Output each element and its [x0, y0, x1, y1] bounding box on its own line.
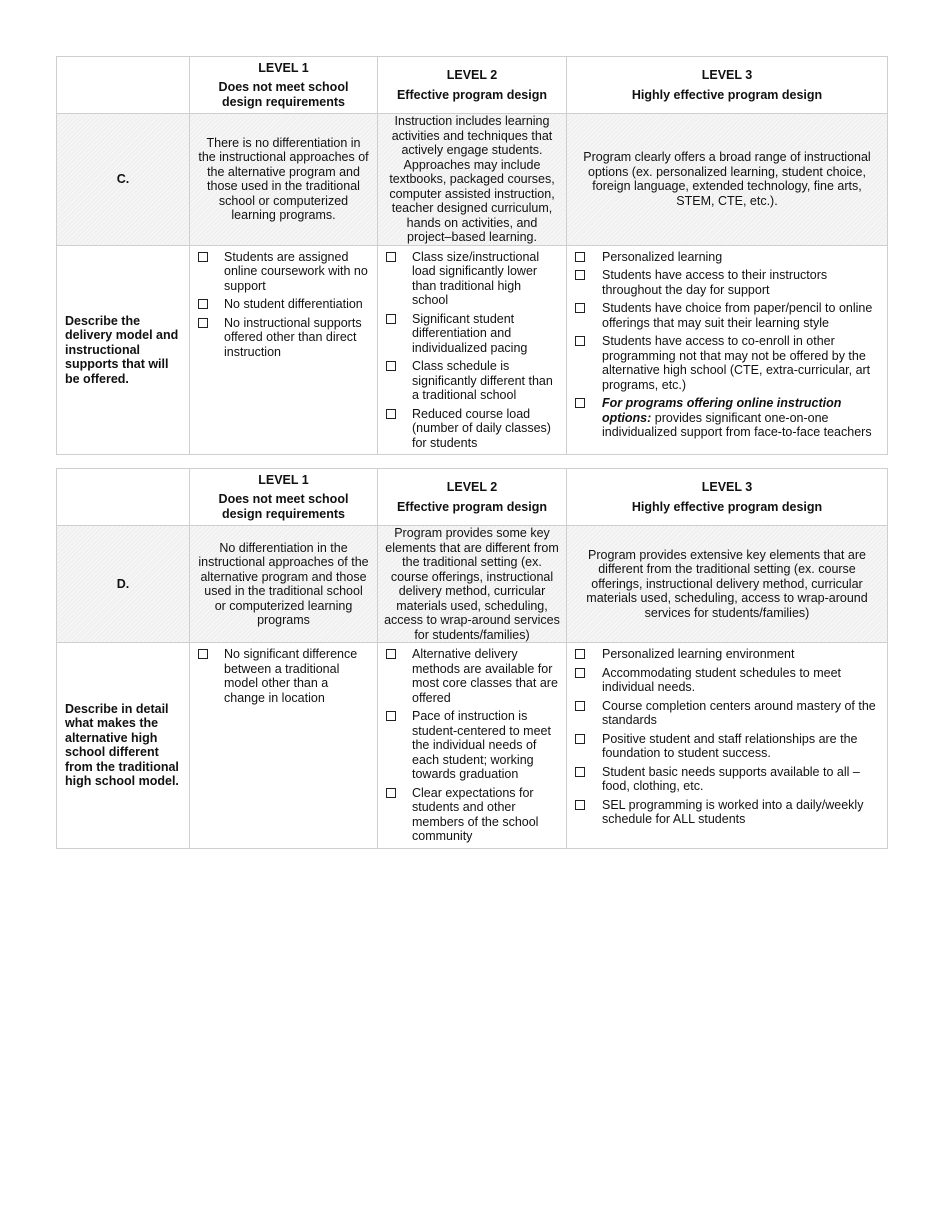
checklist-item-text: Class size/instructional load significantly lower than traditional high school	[412, 249, 540, 307]
checkbox-icon[interactable]	[198, 649, 208, 659]
checkbox-icon[interactable]	[198, 299, 208, 309]
level1-description	[190, 114, 378, 246]
checklist-item[interactable]	[386, 786, 560, 844]
level3-description	[567, 526, 888, 643]
online-options-text: provides significant one-on-one individualized support from face-to-face teachers	[602, 410, 872, 439]
checklist-item[interactable]	[575, 250, 881, 265]
rubric-table-d	[56, 468, 888, 849]
header-level2	[378, 469, 567, 526]
checkbox-icon[interactable]	[575, 252, 585, 262]
level-number: LEVEL 3	[701, 480, 753, 494]
criteria-label: Describe the delivery model and instructional supports that will be offered.	[57, 245, 190, 455]
checkbox-icon[interactable]	[575, 649, 585, 659]
level-number: LEVEL 1	[258, 472, 309, 487]
level-label: Does not meet school design requirements	[218, 80, 349, 109]
section-letter: D.	[57, 526, 190, 643]
checkbox-icon[interactable]	[386, 788, 396, 798]
checklist-item[interactable]	[386, 312, 560, 356]
checklist-item[interactable]	[575, 732, 881, 761]
header-level1	[190, 57, 378, 114]
checklist-item[interactable]	[575, 666, 881, 695]
level-label: Effective program design	[396, 499, 548, 514]
level-label: Effective program design	[396, 87, 548, 102]
checklist-item-text: Reduced course load (number of daily classes) for students	[412, 406, 551, 450]
level2-checklist	[378, 643, 567, 849]
checklist-item-text: Clear expectations for students and other members of the school community	[412, 785, 539, 843]
level2-description	[378, 526, 567, 643]
header-empty-cell	[57, 57, 190, 114]
level1-description-text: There is no differentiation in the instructional approaches of the alternative program and those used in the traditional school or computerized learning programs.	[198, 135, 369, 223]
checkbox-icon[interactable]	[575, 270, 585, 280]
header-level2	[378, 57, 567, 114]
checkbox-icon[interactable]	[575, 767, 585, 777]
checklist-item[interactable]	[386, 709, 560, 782]
checkbox-icon[interactable]	[198, 252, 208, 262]
level3-checklist	[567, 643, 888, 849]
checklist-item[interactable]	[575, 301, 881, 330]
level3-description-text: Program clearly offers a broad range of instructional options (ex. personalized learning, student choice, foreign language, extended technology, fine arts, STEM, CTE, etc.).	[583, 150, 871, 208]
level2-description	[378, 114, 567, 246]
checkbox-icon[interactable]	[575, 800, 585, 810]
rubric-table-c	[56, 56, 888, 455]
level3-description-text: Program provides extensive key elements that are different from the traditional setting (ex. course offerings, instructional delivery method, curricular materials used, scheduling, access to wrap-around services for students/families)	[586, 547, 868, 620]
online-options-emphasis: For programs offering online instruction options:	[602, 396, 842, 425]
header-row	[57, 469, 888, 526]
level-number: LEVEL 3	[701, 68, 753, 82]
checklist-item-text: Alternative delivery methods are available for most core classes that are offered	[412, 647, 558, 705]
checkbox-icon[interactable]	[386, 314, 396, 324]
level-label: Highly effective program design	[631, 499, 823, 514]
checkbox-icon[interactable]	[386, 252, 396, 262]
level-number: LEVEL 2	[446, 480, 498, 494]
checklist-item-text: Students have access to co-enroll in other programming not that may not be offered by the alternative high school (CTE, extra-curricular, art programs, etc.)	[602, 334, 871, 392]
checklist-item-text: No instructional supports offered other than direct instruction	[224, 315, 362, 359]
checklist-item[interactable]	[198, 647, 371, 705]
checklist-item-online[interactable]	[575, 396, 881, 440]
checklist-item-text: No student differentiation	[224, 297, 363, 311]
header-level1	[190, 469, 378, 526]
checkbox-icon[interactable]	[575, 668, 585, 678]
header-row	[57, 57, 888, 114]
level-number: LEVEL 2	[446, 68, 498, 82]
criteria-row	[57, 643, 888, 849]
level1-checklist	[190, 245, 378, 455]
checklist-item[interactable]	[575, 798, 881, 827]
criteria-row	[57, 245, 888, 455]
header-level3	[567, 57, 888, 114]
section-letter: C.	[57, 114, 190, 246]
checklist-item-text: No significant difference between a traditional model other than a change in location	[224, 647, 358, 705]
checklist-item-text: Personalized learning environment	[602, 647, 795, 661]
checklist-item[interactable]	[575, 699, 881, 728]
level2-checklist	[378, 245, 567, 455]
checkbox-icon[interactable]	[575, 701, 585, 711]
checkbox-icon[interactable]	[386, 649, 396, 659]
checklist-item[interactable]	[386, 407, 560, 451]
checkbox-icon[interactable]	[386, 361, 396, 371]
checklist-item-text: Accommodating student schedules to meet individual needs.	[602, 665, 842, 694]
level-label: Highly effective program design	[631, 87, 823, 102]
level-label: Does not meet school design requirements	[218, 492, 349, 521]
checklist-item-text: Students have access to their instructors throughout the day for support	[602, 268, 828, 297]
criteria-label: Describe in detail what makes the alternative high school different from the traditional high school model.	[57, 643, 190, 849]
checklist-item[interactable]	[198, 297, 371, 312]
checklist-item-text: Student basic needs supports available to all – food, clothing, etc.	[602, 764, 860, 793]
checklist-item[interactable]	[386, 250, 560, 308]
checklist-item-text: Course completion centers around mastery of the standards	[602, 698, 876, 727]
checklist-item-text: Students are assigned online coursework with no support	[224, 249, 368, 293]
checklist-item-text: SEL programming is worked into a daily/weekly schedule for ALL students	[602, 797, 864, 826]
letter-row	[57, 526, 888, 643]
checkbox-icon[interactable]	[575, 303, 585, 313]
level-number: LEVEL 1	[258, 60, 309, 75]
level3-description	[567, 114, 888, 246]
header-level3	[567, 469, 888, 526]
checkbox-icon[interactable]	[575, 398, 585, 408]
checklist-item[interactable]	[575, 647, 881, 662]
checklist-item-text: Positive student and staff relationships are the foundation to student success.	[602, 731, 858, 760]
checklist-item[interactable]	[386, 647, 560, 705]
level2-description-text: Instruction includes learning activities and techniques that actively engage students. Approaches may include textbooks, packaged courses, computer assisted instruction, teacher designed curriculum, hands on activities, and project–based learning.	[389, 114, 555, 244]
checklist-item[interactable]	[575, 268, 881, 297]
checklist-item-text: Significant student differentiation and individualized pacing	[412, 311, 528, 355]
checklist-item[interactable]	[386, 359, 560, 403]
checklist-item-text: Class schedule is significantly different than a traditional school	[412, 359, 553, 402]
header-empty-cell	[57, 469, 190, 526]
checkbox-icon[interactable]	[575, 734, 585, 744]
checklist-item[interactable]	[198, 316, 371, 360]
level1-description-text: No differentiation in the instructional approaches of the alternative program and those used in the traditional school or computerized learning programs	[198, 540, 369, 627]
checkbox-icon[interactable]	[386, 711, 396, 721]
checklist-item[interactable]	[575, 334, 881, 392]
checklist-item-text: Personalized learning	[602, 249, 723, 264]
checklist-item[interactable]	[198, 250, 371, 294]
level3-checklist	[567, 245, 888, 455]
level1-description	[190, 526, 378, 643]
letter-row	[57, 114, 888, 246]
checkbox-icon[interactable]	[198, 318, 208, 328]
level2-description-text: Program provides some key elements that are different from the traditional setting (ex. course offerings, instructional delivery method, curricular materials used, scheduling, access to wrap-around services for students/families)	[384, 526, 560, 642]
checklist-item[interactable]	[575, 765, 881, 794]
checklist-item-text: Students have choice from paper/pencil to online offerings that may suit their learning style	[602, 301, 873, 330]
level1-checklist	[190, 643, 378, 849]
checklist-item-text: Pace of instruction is student-centered to meet the individual needs of each student; working towards graduation	[412, 709, 551, 781]
checkbox-icon[interactable]	[386, 409, 396, 419]
checkbox-icon[interactable]	[575, 336, 585, 346]
